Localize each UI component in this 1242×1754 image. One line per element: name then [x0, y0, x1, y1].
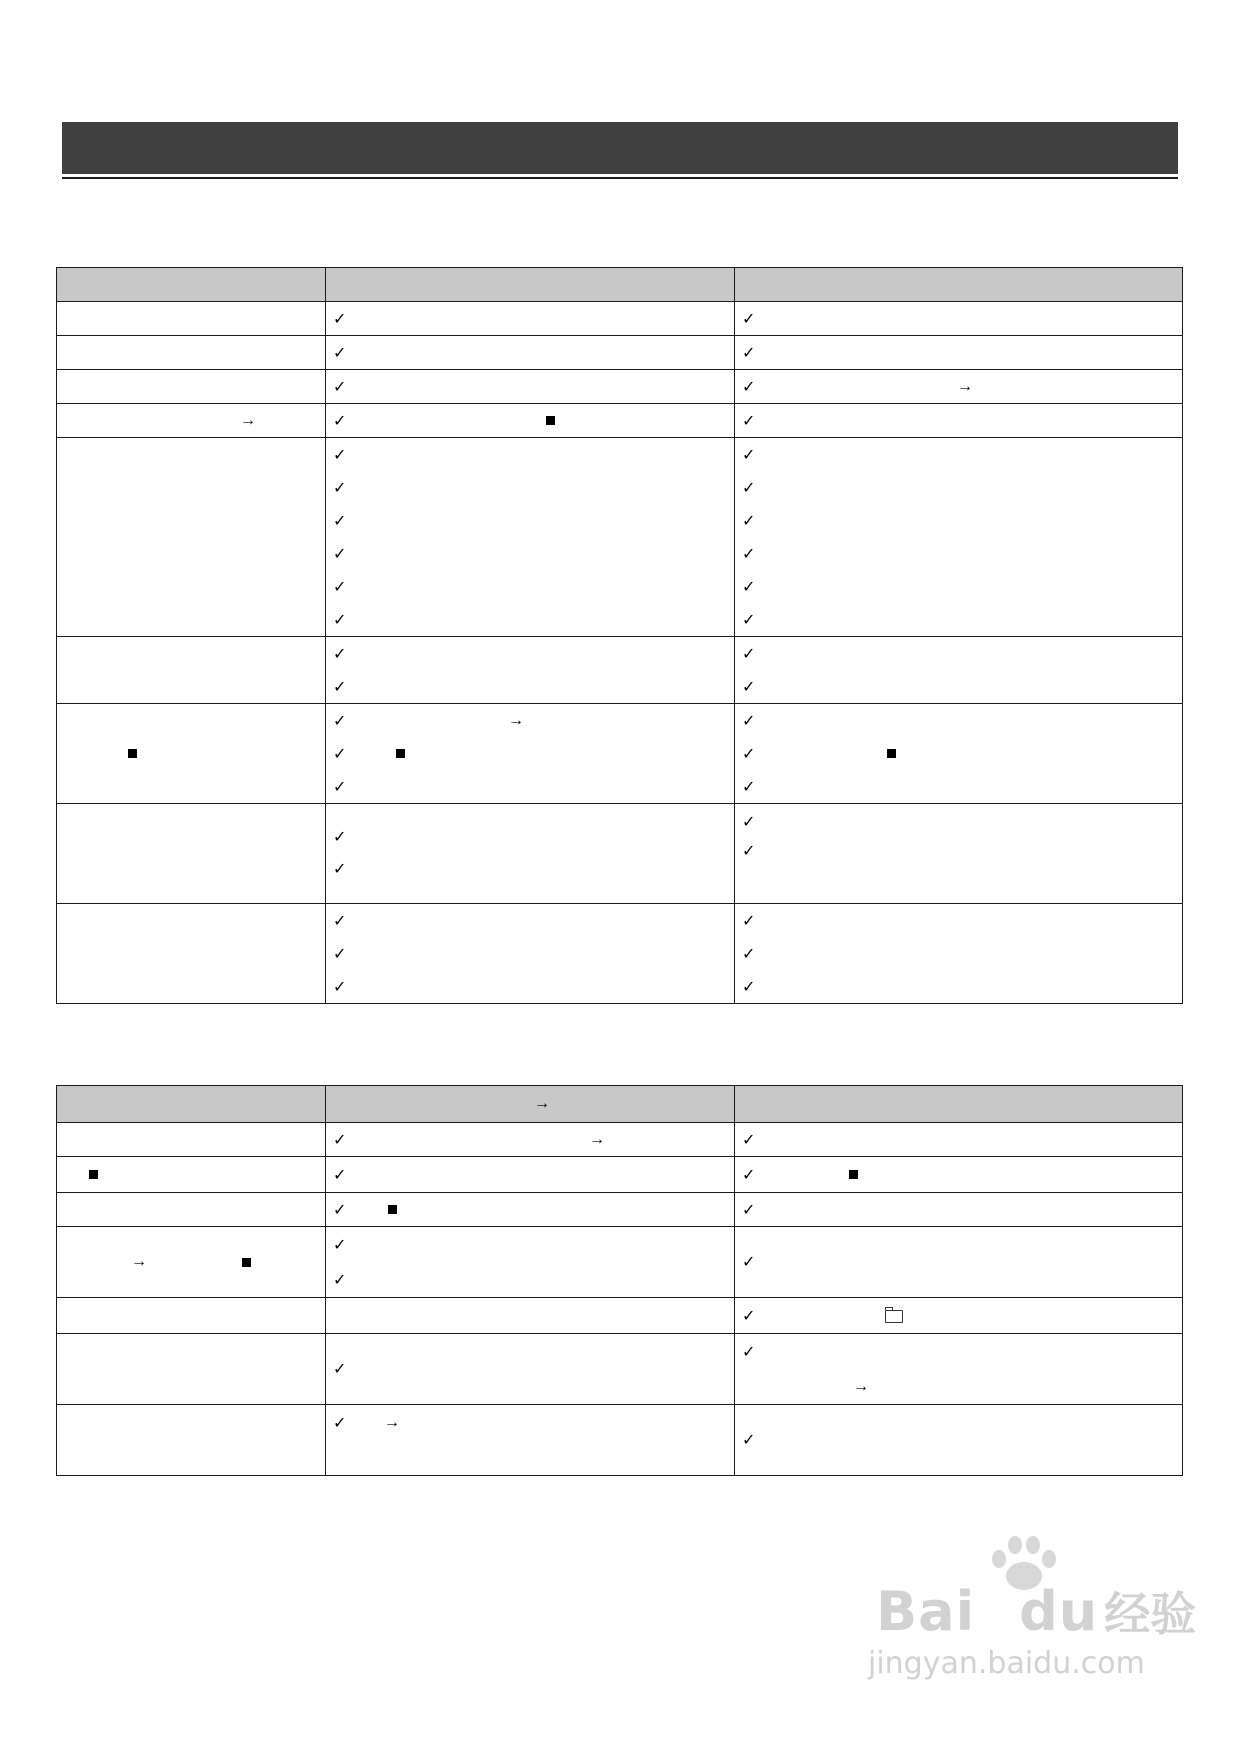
table-row	[57, 1405, 1183, 1476]
check-icon: ✓	[333, 645, 347, 663]
table-cell	[735, 1334, 1183, 1405]
arrow-right-icon: →	[534, 1095, 550, 1112]
table-row	[57, 1298, 1183, 1334]
folder-icon	[885, 1310, 903, 1323]
check-icon: ✓	[742, 978, 756, 996]
check-icon: ✓	[333, 412, 347, 430]
square-bullet-icon	[388, 1205, 397, 1214]
row-label-cell	[57, 1298, 326, 1334]
check-icon: ✓	[333, 745, 347, 763]
row-label-cell	[57, 904, 326, 1004]
check-icon: ✓	[333, 310, 347, 328]
table-header-cell	[326, 268, 735, 302]
table-cell	[735, 1298, 1183, 1334]
table-header-cell	[735, 268, 1183, 302]
row-label-cell	[57, 1193, 326, 1227]
table-cell	[735, 1227, 1183, 1298]
table-header-row	[57, 268, 1183, 302]
table-cell	[735, 704, 1183, 804]
check-icon: ✓	[742, 712, 756, 730]
row-label-cell	[57, 804, 326, 904]
check-icon: ✓	[742, 1166, 756, 1184]
check-icon: ✓	[333, 778, 347, 796]
table-cell	[735, 1123, 1183, 1157]
table-cell	[735, 1193, 1183, 1227]
table-cell	[326, 404, 735, 438]
table-cell	[735, 438, 1183, 637]
section-banner	[62, 122, 1178, 174]
arrow-right-icon: →	[240, 411, 256, 429]
check-icon: ✓	[333, 479, 347, 497]
arrow-right-icon: →	[508, 711, 524, 729]
check-icon: ✓	[742, 378, 756, 396]
row-label-cell	[57, 637, 326, 704]
table-cell	[735, 302, 1183, 336]
square-bullet-icon	[242, 1258, 251, 1267]
check-icon: ✓	[333, 1361, 347, 1378]
check-icon: ✓	[742, 545, 756, 563]
table-row	[57, 438, 1183, 637]
table-cell	[735, 637, 1183, 704]
row-label-cell	[57, 1334, 326, 1405]
row-label-cell	[57, 1157, 326, 1193]
arrow-right-icon: →	[853, 1377, 869, 1395]
table-row	[57, 804, 1183, 904]
table-cell	[326, 1405, 735, 1476]
table-cell	[735, 1157, 1183, 1193]
square-bullet-icon	[89, 1170, 98, 1179]
table-row	[57, 1334, 1183, 1405]
check-icon: ✓	[742, 745, 756, 763]
check-icon: ✓	[333, 512, 347, 530]
square-bullet-icon	[546, 416, 555, 425]
check-icon: ✓	[333, 344, 347, 362]
check-icon: ✓	[333, 1236, 347, 1254]
comparison-table-2	[56, 1085, 1183, 1476]
check-icon: ✓	[333, 1166, 347, 1184]
arrow-right-icon: →	[131, 1253, 147, 1270]
check-icon: ✓	[333, 678, 347, 696]
watermark-brand-suffix: du	[1019, 1580, 1099, 1643]
check-icon: ✓	[742, 1131, 756, 1149]
table-cell	[326, 1157, 735, 1193]
table-header-cell	[57, 1086, 326, 1123]
check-icon: ✓	[742, 1432, 756, 1449]
check-icon: ✓	[742, 778, 756, 796]
watermark-brand-cn: 经验	[1104, 1587, 1197, 1641]
table-cell	[326, 370, 735, 404]
check-icon: ✓	[742, 611, 756, 629]
table-cell	[326, 1298, 735, 1334]
table-row	[57, 1193, 1183, 1227]
check-icon: ✓	[742, 578, 756, 596]
table-row	[57, 704, 1183, 804]
check-icon: ✓	[742, 479, 756, 497]
row-label-cell	[57, 404, 326, 438]
row-label-cell	[57, 370, 326, 404]
check-icon: ✓	[742, 842, 756, 860]
square-bullet-icon	[849, 1170, 858, 1179]
table-cell	[326, 1334, 735, 1405]
table-row	[57, 904, 1183, 1004]
table-row	[57, 370, 1183, 404]
table-cell	[326, 637, 735, 704]
check-icon: ✓	[333, 828, 347, 846]
table-row	[57, 1123, 1183, 1157]
comparison-table-1	[56, 267, 1183, 1004]
banner-underline	[62, 177, 1178, 179]
check-icon: ✓	[742, 945, 756, 963]
table-cell	[735, 904, 1183, 1004]
table-cell	[326, 704, 735, 804]
check-icon: ✓	[333, 978, 347, 996]
square-bullet-icon	[396, 749, 405, 758]
check-icon: ✓	[333, 712, 347, 730]
row-label-cell	[57, 1405, 326, 1476]
table-cell	[326, 804, 735, 904]
table-header-cell	[326, 1086, 735, 1123]
square-bullet-icon	[128, 749, 137, 758]
check-icon: ✓	[742, 1254, 756, 1271]
check-icon: ✓	[742, 1201, 756, 1219]
check-icon: ✓	[742, 446, 756, 464]
arrow-right-icon: →	[957, 377, 973, 395]
table-header-cell	[57, 268, 326, 302]
table-cell	[326, 1193, 735, 1227]
arrow-right-icon: →	[589, 1130, 605, 1148]
row-label-cell	[57, 1227, 326, 1298]
check-icon: ✓	[333, 912, 347, 930]
check-icon: ✓	[742, 912, 756, 930]
table-cell	[735, 1405, 1183, 1476]
check-icon: ✓	[742, 412, 756, 430]
table-header-cell	[735, 1086, 1183, 1123]
check-icon: ✓	[742, 678, 756, 696]
check-icon: ✓	[742, 1307, 756, 1325]
check-icon: ✓	[333, 578, 347, 596]
check-icon: ✓	[333, 378, 347, 396]
table-cell	[735, 370, 1183, 404]
check-icon: ✓	[742, 512, 756, 530]
table-cell	[326, 904, 735, 1004]
check-icon: ✓	[333, 545, 347, 563]
check-icon: ✓	[333, 1201, 347, 1219]
watermark-url: jingyan.baidu.com	[868, 1646, 1145, 1681]
square-bullet-icon	[887, 749, 896, 758]
check-icon: ✓	[333, 1131, 347, 1149]
check-icon: ✓	[742, 344, 756, 362]
check-icon: ✓	[333, 611, 347, 629]
watermark-brand: Bai	[876, 1580, 976, 1643]
row-label-cell	[57, 1123, 326, 1157]
arrow-right-icon: →	[384, 1413, 400, 1431]
check-icon: ✓	[742, 645, 756, 663]
table-row	[57, 1157, 1183, 1193]
check-icon: ✓	[333, 446, 347, 464]
row-label-cell	[57, 302, 326, 336]
check-icon: ✓	[333, 1414, 347, 1432]
check-icon: ✓	[333, 1271, 347, 1289]
table-cell	[735, 336, 1183, 370]
table-cell	[326, 1227, 735, 1298]
check-icon: ✓	[333, 860, 347, 878]
table-cell	[326, 302, 735, 336]
check-icon: ✓	[742, 310, 756, 328]
table-row	[57, 404, 1183, 438]
row-label-cell	[57, 704, 326, 804]
check-icon: ✓	[742, 813, 756, 831]
table-row	[57, 302, 1183, 336]
table-cell	[735, 804, 1183, 904]
check-icon: ✓	[742, 1343, 756, 1361]
table-cell	[326, 438, 735, 637]
table-row	[57, 336, 1183, 370]
watermark	[868, 1578, 1197, 1681]
table-header-row	[57, 1086, 1183, 1123]
table-row	[57, 1227, 1183, 1298]
row-label-cell	[57, 438, 326, 637]
table-cell	[326, 336, 735, 370]
row-label-cell	[57, 336, 326, 370]
table-row	[57, 637, 1183, 704]
check-icon: ✓	[333, 945, 347, 963]
table-cell	[735, 404, 1183, 438]
table-cell	[326, 1123, 735, 1157]
